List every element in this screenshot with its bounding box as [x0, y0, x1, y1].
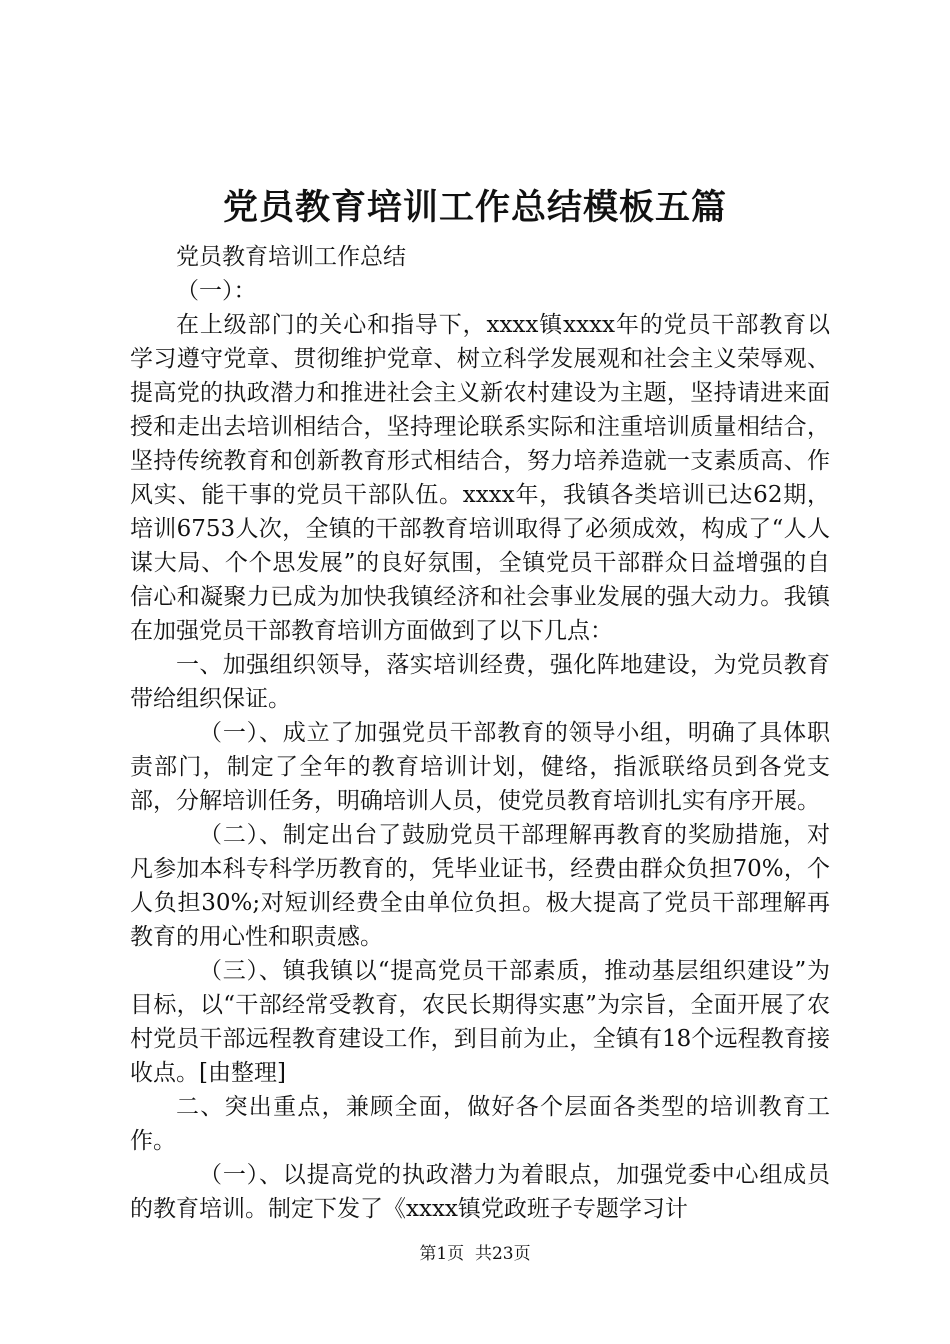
paragraph: 在上级部门的关心和指导下，xxxx镇xxxx年的党员干部教育以学习遵守党章、贯彻维护党章、树立科学发展观和社会主义荣辱观、提高党的执政潜力和推进社会主义新农村建设为主题，坚持请进来面授和走出去培训相结合，坚持理论联系实际和注重培训质量相结合，坚持传统教育和创新教育形式相结合，努力培养造就一支素质高、作风实、能干事的党员干部队伍。xxxx年，我镇各类培训已达62期，培训6753人次，全镇的干部教育培训取得了必须成效，构成了“人人谋大局、个个思发展”的良好氛围，全镇党员干部群众日益增强的自信心和凝聚力已成为加快我镇经济和社会事业发展的强大动力。我镇在加强党员干部教育培训方面做到了以下几点： — [130, 312, 830, 644]
document-body — [130, 240, 830, 1226]
section-number: （一）： — [176, 278, 257, 304]
paragraph: （二）、制定出台了鼓励党员干部理解再教育的奖励措施，对凡参加本科专科学历教育的，凭毕业证书，经费由群众负担70%，个人负担30%;对短训经费全由单位负担。极大提高了党员干部理解再教育的用心性和职责感。 — [130, 822, 830, 950]
page-footer: 第1页 共23页 — [419, 1244, 531, 1264]
paragraph: 一、加强组织领导，落实培训经费，强化阵地建设，为党员教育带给组织保证。 — [130, 652, 830, 712]
document-title: 党员教育培训工作总结模板五篇 — [222, 187, 727, 228]
paragraph: （一）、成立了加强党员干部教育的领导小组，明确了具体职责部门，制定了全年的教育培训计划，健络，指派联络员到各党支部，分解培训任务，明确培训人员，使党员教育培训扎实有序开展。 — [130, 720, 830, 814]
paragraph: （一）、以提高党的执政潜力为着眼点，加强党委中心组成员的教育培训。制定下发了《xxxx镇党政班子专题学习计 — [130, 1162, 830, 1222]
paragraph: 二、突出重点，兼顾全面，做好各个层面各类型的培训教育工作。 — [130, 1094, 830, 1154]
section-heading: 党员教育培训工作总结 — [176, 244, 406, 270]
paragraph: （三）、镇我镇以“提高党员干部素质，推动基层组织建设”为目标，以“干部经常受教育，农民长期得实惠”为宗旨，全面开展了农村党员干部远程教育建设工作，到目前为止，全镇有18个远程教育接收点。[由整理] — [130, 958, 830, 1086]
